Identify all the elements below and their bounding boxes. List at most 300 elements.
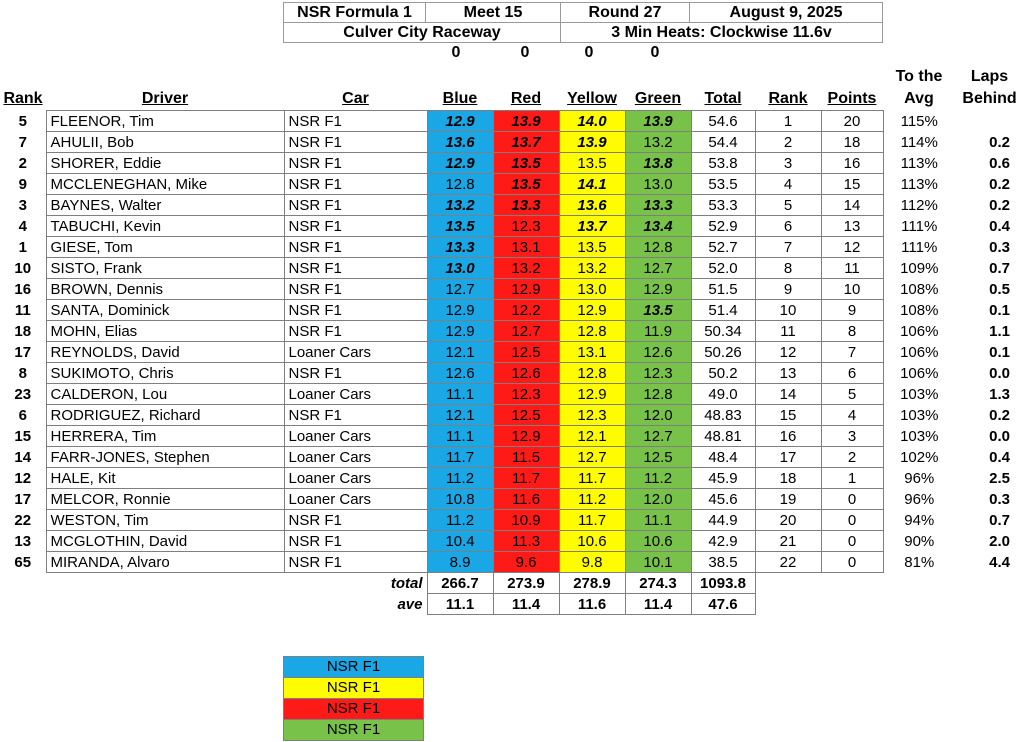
driver-rank: 13 bbox=[14, 532, 32, 550]
summary-blue: 11.1 bbox=[427, 594, 493, 615]
lane-yellow-laps: 11.7 bbox=[559, 510, 625, 531]
empty-cell bbox=[755, 594, 821, 615]
lane-yellow-laps: 13.7 bbox=[559, 216, 625, 237]
points: 10 bbox=[821, 279, 883, 300]
total-laps: 44.9 bbox=[691, 510, 755, 531]
percent-to-avg: 112% bbox=[900, 196, 938, 214]
lane-green-laps: 12.6 bbox=[625, 342, 691, 363]
driver-name: REYNOLDS, David bbox=[46, 342, 284, 363]
lane-yellow-laps: 12.1 bbox=[559, 426, 625, 447]
total-laps: 49.0 bbox=[691, 384, 755, 405]
lane-blue-laps: 12.6 bbox=[427, 363, 493, 384]
driver-name: FLEENOR, Tim bbox=[46, 111, 284, 132]
total-laps: 42.9 bbox=[691, 531, 755, 552]
laps-behind: 0.1 bbox=[989, 343, 1010, 361]
car-name: NSR F1 bbox=[284, 153, 427, 174]
table-row bbox=[0, 342, 1022, 363]
points: 13 bbox=[821, 216, 883, 237]
total-laps: 53.8 bbox=[691, 153, 755, 174]
lane-yellow-laps: 12.7 bbox=[559, 447, 625, 468]
table-row bbox=[0, 237, 1022, 258]
finish-place: 14 bbox=[755, 384, 821, 405]
lane-yellow-laps: 12.9 bbox=[559, 384, 625, 405]
lane-blue-laps: 11.1 bbox=[427, 384, 493, 405]
car-name: Loaner Cars bbox=[284, 342, 427, 363]
car-name: NSR F1 bbox=[284, 510, 427, 531]
summary-green: 11.4 bbox=[625, 594, 691, 615]
table-row bbox=[0, 174, 1022, 195]
lane-blue-laps: 12.9 bbox=[427, 153, 493, 174]
points: 3 bbox=[821, 426, 883, 447]
percent-to-avg: 108% bbox=[900, 280, 939, 298]
points: 15 bbox=[821, 174, 883, 195]
table-row bbox=[0, 405, 1022, 426]
laps-behind: 0.3 bbox=[989, 238, 1010, 256]
lane-green-laps: 12.3 bbox=[625, 363, 691, 384]
empty-cell bbox=[955, 573, 1022, 594]
percent-to-avg: 94% bbox=[904, 511, 935, 529]
car-name: NSR F1 bbox=[284, 321, 427, 342]
lane-yellow-laps: 10.6 bbox=[559, 531, 625, 552]
points: 18 bbox=[821, 132, 883, 153]
finish-place: 3 bbox=[755, 153, 821, 174]
percent-to-avg: 96% bbox=[904, 469, 935, 487]
percent-to-avg: 106% bbox=[900, 364, 939, 382]
total-laps: 51.4 bbox=[691, 300, 755, 321]
lane-green-laps: 12.0 bbox=[625, 489, 691, 510]
car-name: Loaner Cars bbox=[284, 447, 427, 468]
lane-blue-laps: 8.9 bbox=[427, 552, 493, 573]
lane-yellow-laps: 13.1 bbox=[559, 342, 625, 363]
car-name: NSR F1 bbox=[284, 300, 427, 321]
laps-behind: 0.2 bbox=[989, 133, 1010, 151]
driver-name: SHORER, Eddie bbox=[46, 153, 284, 174]
lane-green-laps: 13.4 bbox=[625, 216, 691, 237]
lane-yellow-laps: 14.0 bbox=[559, 111, 625, 132]
driver-rank: 8 bbox=[18, 364, 27, 382]
laps-behind: 2.0 bbox=[989, 532, 1010, 550]
driver-rank: 65 bbox=[14, 553, 32, 571]
lane-blue-laps: 13.3 bbox=[427, 237, 493, 258]
lane-green-laps: 13.3 bbox=[625, 195, 691, 216]
percent-to-avg: 103% bbox=[900, 427, 939, 445]
driver-rank: 23 bbox=[14, 385, 32, 403]
lane-blue-laps: 10.8 bbox=[427, 489, 493, 510]
total-laps: 54.6 bbox=[691, 111, 755, 132]
summary-red: 11.4 bbox=[493, 594, 559, 615]
lane-green-laps: 12.8 bbox=[625, 237, 691, 258]
col-header-green: Green bbox=[634, 90, 682, 107]
lane-yellow-laps: 12.8 bbox=[559, 321, 625, 342]
lane-blue-laps: 11.2 bbox=[427, 510, 493, 531]
points: 0 bbox=[821, 552, 883, 573]
lane-red-laps: 12.5 bbox=[493, 342, 559, 363]
percent-to-avg: 111% bbox=[901, 217, 938, 235]
lane-red-laps: 13.3 bbox=[493, 195, 559, 216]
col-header-car: Car bbox=[342, 90, 369, 107]
empty-cell bbox=[883, 573, 955, 594]
lane-blue-laps: 11.1 bbox=[427, 426, 493, 447]
col-header-to-avg-line1: To the bbox=[895, 68, 943, 85]
percent-to-avg: 96% bbox=[904, 490, 935, 508]
driver-rank: 2 bbox=[18, 154, 27, 172]
total-laps: 48.83 bbox=[691, 405, 755, 426]
driver-name: TABUCHI, Kevin bbox=[46, 216, 284, 237]
summary-total: 47.6 bbox=[691, 594, 755, 615]
summary-total: 1093.8 bbox=[691, 573, 755, 594]
driver-rank: 11 bbox=[14, 301, 31, 319]
empty-cell bbox=[955, 594, 1022, 615]
heat-format: 3 Min Heats: Clockwise 11.6v bbox=[560, 22, 883, 43]
laps-behind: 0.2 bbox=[989, 175, 1010, 193]
car-name: NSR F1 bbox=[284, 363, 427, 384]
driver-name: HERRERA, Tim bbox=[46, 426, 284, 447]
laps-behind: 0.5 bbox=[989, 280, 1010, 298]
lane-green-laps: 13.2 bbox=[625, 132, 691, 153]
laps-behind bbox=[955, 111, 1022, 132]
lane-blue-laps: 13.6 bbox=[427, 132, 493, 153]
lane-red-laps: 13.2 bbox=[493, 258, 559, 279]
car-name: Loaner Cars bbox=[284, 384, 427, 405]
track-name: Culver City Raceway bbox=[283, 22, 561, 43]
driver-name: MCGLOTHIN, David bbox=[46, 531, 284, 552]
points: 2 bbox=[821, 447, 883, 468]
driver-name: CALDERON, Lou bbox=[46, 384, 284, 405]
car-name: NSR F1 bbox=[284, 552, 427, 573]
lane-green-laps: 12.7 bbox=[625, 258, 691, 279]
lane-blue-laps: 11.2 bbox=[427, 468, 493, 489]
lane-red-laps: 12.9 bbox=[493, 426, 559, 447]
total-laps: 50.34 bbox=[691, 321, 755, 342]
lane-yellow-laps: 13.9 bbox=[559, 132, 625, 153]
lane-red-laps: 12.9 bbox=[493, 279, 559, 300]
finish-place: 18 bbox=[755, 468, 821, 489]
lane-blue-laps: 12.1 bbox=[427, 405, 493, 426]
percent-to-avg: 114% bbox=[900, 133, 938, 151]
lane-yellow-laps: 13.0 bbox=[559, 279, 625, 300]
driver-name: MIRANDA, Alvaro bbox=[46, 552, 284, 573]
percent-to-avg: 108% bbox=[900, 301, 939, 319]
table-row bbox=[0, 447, 1022, 468]
driver-rank: 3 bbox=[18, 196, 27, 214]
percent-to-avg: 106% bbox=[900, 343, 939, 361]
driver-name: MOHN, Elias bbox=[46, 321, 284, 342]
lane-red-laps: 13.1 bbox=[493, 237, 559, 258]
driver-name: FARR-JONES, Stephen bbox=[46, 447, 284, 468]
laps-behind: 1.1 bbox=[989, 322, 1010, 340]
laps-behind: 1.3 bbox=[989, 385, 1010, 403]
car-name: NSR F1 bbox=[284, 111, 427, 132]
table-row bbox=[0, 363, 1022, 384]
driver-name: BAYNES, Walter bbox=[46, 195, 284, 216]
legend-swatch: NSR F1 bbox=[283, 698, 424, 720]
car-name: NSR F1 bbox=[284, 405, 427, 426]
lane-red-laps: 12.2 bbox=[493, 300, 559, 321]
lane-blue-laps: 12.8 bbox=[427, 174, 493, 195]
points: 9 bbox=[821, 300, 883, 321]
lane-green-laps: 13.0 bbox=[625, 174, 691, 195]
lane-green-laps: 10.1 bbox=[625, 552, 691, 573]
laps-behind: 0.4 bbox=[989, 448, 1010, 466]
lane-red-laps: 10.9 bbox=[493, 510, 559, 531]
zero-value: 0 bbox=[520, 44, 530, 61]
col-header-total: Total bbox=[704, 90, 742, 107]
legend-swatch: NSR F1 bbox=[283, 656, 424, 678]
lane-blue-laps: 12.7 bbox=[427, 279, 493, 300]
finish-place: 17 bbox=[755, 447, 821, 468]
summary-yellow: 11.6 bbox=[559, 594, 625, 615]
finish-place: 22 bbox=[755, 552, 821, 573]
finish-place: 19 bbox=[755, 489, 821, 510]
col-header-laps-line1: Laps bbox=[970, 68, 1009, 85]
finish-place: 16 bbox=[755, 426, 821, 447]
lane-yellow-laps: 13.5 bbox=[559, 237, 625, 258]
col-header-laps-behind bbox=[955, 66, 1024, 110]
points: 11 bbox=[821, 258, 883, 279]
table-row bbox=[0, 216, 1022, 237]
total-laps: 48.81 bbox=[691, 426, 755, 447]
summary-green: 274.3 bbox=[625, 573, 691, 594]
points: 16 bbox=[821, 153, 883, 174]
lane-red-laps: 12.3 bbox=[493, 384, 559, 405]
lane-yellow-laps: 13.2 bbox=[559, 258, 625, 279]
car-name: Loaner Cars bbox=[284, 489, 427, 510]
lane-yellow-laps: 9.8 bbox=[559, 552, 625, 573]
total-laps: 38.5 bbox=[691, 552, 755, 573]
driver-name: SUKIMOTO, Chris bbox=[46, 363, 284, 384]
driver-rank: 4 bbox=[18, 217, 27, 235]
percent-to-avg: 106% bbox=[900, 322, 939, 340]
car-name: NSR F1 bbox=[284, 216, 427, 237]
total-laps: 50.2 bbox=[691, 363, 755, 384]
zero-value: 0 bbox=[650, 44, 660, 61]
col-header-blue: Blue bbox=[442, 90, 478, 107]
laps-behind: 0.1 bbox=[989, 301, 1010, 319]
lane-red-laps: 11.5 bbox=[493, 447, 559, 468]
driver-rank: 5 bbox=[18, 112, 27, 130]
car-name: NSR F1 bbox=[284, 174, 427, 195]
lane-yellow-laps: 13.6 bbox=[559, 195, 625, 216]
lane-green-laps: 12.8 bbox=[625, 384, 691, 405]
summary-red: 273.9 bbox=[493, 573, 559, 594]
finish-place: 13 bbox=[755, 363, 821, 384]
driver-rank: 1 bbox=[18, 238, 27, 256]
lane-blue-laps: 13.2 bbox=[427, 195, 493, 216]
summary-label: ave bbox=[397, 595, 423, 613]
driver-name: HALE, Kit bbox=[46, 468, 284, 489]
zero-value: 0 bbox=[451, 44, 461, 61]
points: 12 bbox=[821, 237, 883, 258]
lane-green-laps: 11.9 bbox=[625, 321, 691, 342]
points: 0 bbox=[821, 510, 883, 531]
results-table bbox=[0, 110, 1023, 615]
lane-blue-laps: 12.9 bbox=[427, 321, 493, 342]
lane-red-laps: 13.9 bbox=[493, 111, 559, 132]
lane-blue-laps: 12.9 bbox=[427, 111, 493, 132]
lane-green-laps: 12.7 bbox=[625, 426, 691, 447]
table-row bbox=[0, 321, 1022, 342]
table-row bbox=[0, 153, 1022, 174]
driver-name: GIESE, Tom bbox=[46, 237, 284, 258]
driver-rank: 16 bbox=[14, 280, 32, 298]
finish-place: 12 bbox=[755, 342, 821, 363]
table-row bbox=[0, 132, 1022, 153]
car-name: NSR F1 bbox=[284, 279, 427, 300]
percent-to-avg: 113% bbox=[900, 175, 938, 193]
driver-name: RODRIGUEZ, Richard bbox=[46, 405, 284, 426]
lane-green-laps: 13.8 bbox=[625, 153, 691, 174]
race-date: August 9, 2025 bbox=[689, 2, 883, 23]
meet-label: Meet 15 bbox=[425, 2, 561, 23]
finish-place: 4 bbox=[755, 174, 821, 195]
table-row bbox=[0, 468, 1022, 489]
lane-yellow-laps: 13.5 bbox=[559, 153, 625, 174]
lane-yellow-laps: 12.3 bbox=[559, 405, 625, 426]
finish-place: 5 bbox=[755, 195, 821, 216]
lane-red-laps: 12.7 bbox=[493, 321, 559, 342]
empty-cell bbox=[821, 573, 883, 594]
laps-behind: 0.6 bbox=[989, 154, 1010, 172]
driver-name: MELCOR, Ronnie bbox=[46, 489, 284, 510]
driver-rank: 22 bbox=[14, 511, 32, 529]
col-header-points: Points bbox=[827, 90, 877, 107]
col-header-to-avg bbox=[883, 66, 955, 110]
lane-blue-laps: 10.4 bbox=[427, 531, 493, 552]
points: 0 bbox=[821, 531, 883, 552]
empty-cell bbox=[821, 594, 883, 615]
table-row bbox=[0, 552, 1022, 573]
car-name: NSR F1 bbox=[284, 237, 427, 258]
finish-place: 7 bbox=[755, 237, 821, 258]
lane-red-laps: 9.6 bbox=[493, 552, 559, 573]
laps-behind: 0.7 bbox=[989, 259, 1010, 277]
points: 4 bbox=[821, 405, 883, 426]
driver-name: SISTO, Frank bbox=[46, 258, 284, 279]
laps-behind: 0.2 bbox=[989, 196, 1010, 214]
laps-behind: 0.3 bbox=[989, 490, 1010, 508]
lane-green-laps: 10.6 bbox=[625, 531, 691, 552]
points: 6 bbox=[821, 363, 883, 384]
driver-rank: 7 bbox=[18, 133, 27, 151]
driver-rank: 6 bbox=[18, 406, 27, 424]
percent-to-avg: 90% bbox=[904, 532, 935, 550]
laps-behind: 0.0 bbox=[989, 364, 1010, 382]
lane-red-laps: 12.6 bbox=[493, 363, 559, 384]
percent-to-avg: 115% bbox=[900, 112, 938, 130]
laps-behind: 4.4 bbox=[989, 553, 1010, 571]
finish-place: 20 bbox=[755, 510, 821, 531]
driver-rank: 10 bbox=[14, 259, 32, 277]
driver-name: MCCLENEGHAN, Mike bbox=[46, 174, 284, 195]
lane-red-laps: 11.6 bbox=[493, 489, 559, 510]
points: 7 bbox=[821, 342, 883, 363]
driver-name: WESTON, Tim bbox=[46, 510, 284, 531]
lane-blue-laps: 12.9 bbox=[427, 300, 493, 321]
lane-yellow-laps: 14.1 bbox=[559, 174, 625, 195]
percent-to-avg: 103% bbox=[900, 406, 939, 424]
col-header-yellow: Yellow bbox=[567, 90, 617, 107]
finish-place: 6 bbox=[755, 216, 821, 237]
col-header-red: Red bbox=[510, 90, 542, 107]
percent-to-avg: 102% bbox=[900, 448, 939, 466]
round-label: Round 27 bbox=[560, 2, 690, 23]
table-row bbox=[0, 279, 1022, 300]
legend-swatch: NSR F1 bbox=[283, 677, 424, 699]
driver-name: BROWN, Dennis bbox=[46, 279, 284, 300]
driver-name: AHULII, Bob bbox=[46, 132, 284, 153]
car-name: NSR F1 bbox=[284, 195, 427, 216]
lane-red-laps: 13.5 bbox=[493, 153, 559, 174]
table-row bbox=[0, 510, 1022, 531]
points: 14 bbox=[821, 195, 883, 216]
series-title: NSR Formula 1 bbox=[283, 2, 426, 23]
lane-red-laps: 13.7 bbox=[493, 132, 559, 153]
lane-blue-laps: 13.0 bbox=[427, 258, 493, 279]
total-laps: 52.7 bbox=[691, 237, 755, 258]
driver-name: SANTA, Dominick bbox=[46, 300, 284, 321]
finish-place: 15 bbox=[755, 405, 821, 426]
empty-cell bbox=[883, 594, 955, 615]
finish-place: 9 bbox=[755, 279, 821, 300]
laps-behind: 0.7 bbox=[989, 511, 1010, 529]
total-laps: 53.3 bbox=[691, 195, 755, 216]
summary-blue: 266.7 bbox=[427, 573, 493, 594]
percent-to-avg: 81% bbox=[904, 553, 935, 571]
lane-blue-laps: 12.1 bbox=[427, 342, 493, 363]
lane-red-laps: 12.5 bbox=[493, 405, 559, 426]
laps-behind: 2.5 bbox=[989, 469, 1010, 487]
points: 1 bbox=[821, 468, 883, 489]
lane-green-laps: 11.1 bbox=[625, 510, 691, 531]
driver-rank: 14 bbox=[14, 448, 32, 466]
total-laps: 45.9 bbox=[691, 468, 755, 489]
table-row bbox=[0, 531, 1022, 552]
lane-yellow-laps: 11.7 bbox=[559, 468, 625, 489]
lane-yellow-laps: 12.9 bbox=[559, 300, 625, 321]
col-header-laps-line2: Behind bbox=[962, 90, 1017, 107]
percent-to-avg: 111% bbox=[901, 238, 938, 256]
col-header-to-avg-line2: Avg bbox=[904, 90, 934, 107]
lane-red-laps: 11.7 bbox=[493, 468, 559, 489]
driver-rank: 17 bbox=[14, 343, 32, 361]
points: 8 bbox=[821, 321, 883, 342]
col-header-place: Rank bbox=[768, 90, 808, 107]
points: 5 bbox=[821, 384, 883, 405]
table-row bbox=[0, 489, 1022, 510]
finish-place: 21 bbox=[755, 531, 821, 552]
percent-to-avg: 103% bbox=[900, 385, 939, 403]
car-name: NSR F1 bbox=[284, 531, 427, 552]
empty-cell bbox=[755, 573, 821, 594]
finish-place: 10 bbox=[755, 300, 821, 321]
driver-rank: 15 bbox=[14, 427, 32, 445]
zero-value: 0 bbox=[584, 44, 594, 61]
car-name: Loaner Cars bbox=[284, 426, 427, 447]
total-laps: 48.4 bbox=[691, 447, 755, 468]
lane-yellow-laps: 12.8 bbox=[559, 363, 625, 384]
finish-place: 11 bbox=[755, 321, 821, 342]
driver-rank: 18 bbox=[14, 322, 32, 340]
lane-green-laps: 12.0 bbox=[625, 405, 691, 426]
table-row bbox=[0, 300, 1022, 321]
lane-red-laps: 12.3 bbox=[493, 216, 559, 237]
driver-rank: 12 bbox=[14, 469, 32, 487]
lane-green-laps: 11.2 bbox=[625, 468, 691, 489]
legend-swatch: NSR F1 bbox=[283, 719, 424, 741]
table-row bbox=[0, 384, 1022, 405]
lane-green-laps: 12.9 bbox=[625, 279, 691, 300]
finish-place: 1 bbox=[755, 111, 821, 132]
